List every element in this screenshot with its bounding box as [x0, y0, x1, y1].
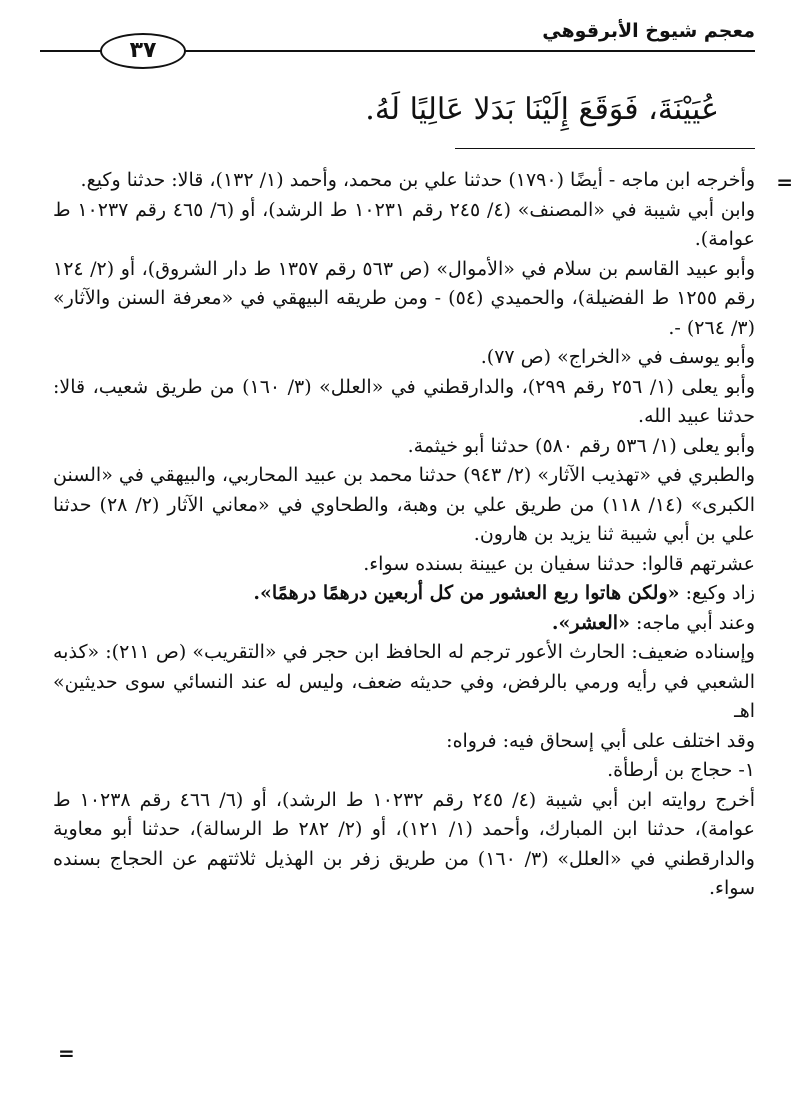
running-title: معجم شيوخ الأبرقوهي	[542, 20, 755, 42]
footnote-paragraph: وأبو يعلى (١/ ٥٣٦ رقم ٥٨٠) حدثنا أبو خيثمة.	[407, 434, 755, 457]
addition-line	[53, 579, 755, 609]
ibn-majah-prefix: وعند أبي ماجه:	[629, 611, 755, 634]
footnote-paragraph: وأخرجه ابن ماجه - أيضًا (١٧٩٠) حدثنا علي بن محمد، وأحمد (١/ ١٣٢)، قالا: حدثنا وكيع.	[80, 169, 755, 191]
footnote-paragraph: عشرتهم قالوا: حدثنا سفيان بن عيينة بسنده سواء.	[363, 552, 755, 575]
footnote-paragraph: وإسناده ضعيف: الحارث الأعور ترجم له الحافظ ابن حجر في «التقريب» (ص ٢١١): «كذبه الشعبي في رأيه ورمي بالرفض، وفي حديثه ضعف، وليس له عند النسائي سوى حديثين» اهـ	[53, 641, 755, 722]
footnote-paragraph: وابن أبي شيبة في «المصنف» (٤/ ٢٤٥ رقم ١٠٢٣١ ط الرشد)، أو (٦/ ٤٦٥ رقم ١٠٢٣٧ ط عوامة).	[53, 198, 755, 250]
footnote-paragraph: والطبري في «تهذيب الآثار» (٢/ ٩٤٣) حدثنا محمد بن عبيد المحاربي، والبيهقي في «السنن الكبرى» (١٤/ ١١٨) من طريق علي بن وهبة، والطحاوي في «معاني الآثار (٢/ ٢٨) حدثنا علي بن أبي شيبة ثنا يزيد بن هارون.	[53, 464, 756, 545]
ibn-majah-quote: «العشر».	[551, 611, 630, 634]
footnote-separator	[455, 148, 755, 149]
ibn-majah-line	[53, 609, 755, 639]
addition-prefix: زاد وكيع:	[679, 582, 755, 604]
footnote-paragraph: ١- حجاج بن أرطأة.	[607, 759, 755, 781]
end-continuation-mark: =	[58, 1041, 75, 1065]
continuation-mark: =	[776, 170, 793, 194]
addition-quote: «ولكن هاتوا ربع العشور من كل أربعين درهمًا درهمًا».	[253, 582, 680, 604]
footnote-paragraph: وأبو يوسف في «الخراج» (ص ٧٧).	[480, 346, 755, 368]
footnote-paragraph: وأبو يعلى (١/ ٢٥٦ رقم ٢٩٩)، والدارقطني في «العلل» (٣/ ١٦٠) من طريق شعيب، قالا: حدثنا عبيد الله.	[53, 375, 756, 427]
footnotes-block	[53, 166, 755, 904]
footnote-paragraph: وأبو عبيد القاسم بن سلام في «الأموال» (ص ٥٦٣ رقم ١٣٥٧ ط دار الشروق)، أو (٢/ ١٢٤ رقم ١٢٥٥ ط الفضيلة)، والحميدي (٥٤) - ومن طريقه البيهقي في «معرفة السنن والآثار» (٣/ ٢٦٤) -.	[53, 257, 756, 339]
page-number-badge: ٣٧	[100, 33, 186, 69]
footnote-paragraph: وقد اختلف على أبي إسحاق فيه: فرواه:	[446, 729, 755, 752]
main-text-tail: عُيَيْنَةَ، فَوَقَعَ إِلَيْنَا بَدَلا عَالِيًا لَهُ.	[365, 92, 719, 127]
footnote-paragraph: أخرج روايته ابن أبي شيبة (٤/ ٢٤٥ رقم ١٠٢٣٢ ط الرشد)، أو (٦/ ٤٦٦ رقم ١٠٢٣٨ ط عوامة)، حدثنا ابن المبارك، وأحمد (١/ ١٢١)، أو (٢/ ٢٨٢ ط الرسالة)، حدثنا أبو معاوية والدارقطني في «العلل» (٣/ ١٦٠) من طريق زفر بن الهذيل ثلاثتهم عن الحجاج بسنده سواء.	[53, 788, 755, 899]
